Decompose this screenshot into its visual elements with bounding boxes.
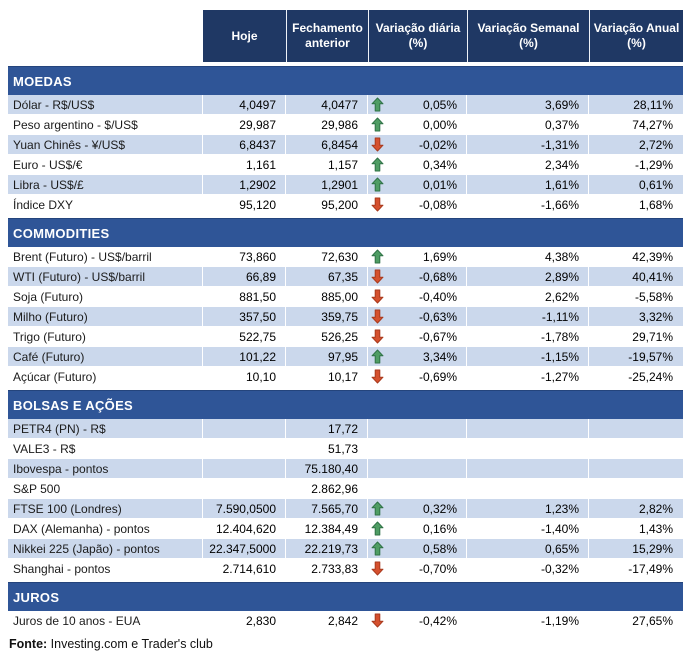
table-row <box>8 459 683 479</box>
section-header: JUROS <box>8 582 683 611</box>
cell-variacao-anual <box>589 439 683 458</box>
cell-variacao-anual: -17,49% <box>628 561 673 576</box>
cell-variacao-anual: -1,29% <box>634 157 673 172</box>
table-row <box>8 479 683 499</box>
column-header-hoje: Hoje <box>231 28 258 43</box>
cell-variacao-diaria <box>368 267 467 286</box>
source-label: Fonte: <box>9 637 48 651</box>
row-label: Dólar - R$/US$ <box>8 95 203 114</box>
cell-variacao-anual: 2,72% <box>589 135 683 154</box>
arrow-down-icon <box>371 561 384 576</box>
cell-hoje: 73,860 <box>239 249 276 264</box>
cell-variacao-anual: 15,29% <box>589 539 683 558</box>
arrow-up-icon <box>371 501 384 516</box>
cell-hoje: 66,89 <box>203 267 286 286</box>
arrow-down-icon <box>371 197 384 212</box>
column-header-anual: Variação Anual (%) <box>589 10 683 62</box>
cell-fechamento: 17,72 <box>286 419 368 438</box>
cell-fechamento: 75.180,40 <box>286 459 368 478</box>
cell-variacao-diaria <box>368 459 467 478</box>
cell-fechamento: 359,75 <box>286 307 368 326</box>
variacao-diaria-value: 0,05% <box>422 97 457 112</box>
cell-fechamento: 1,2901 <box>286 175 368 194</box>
cell-fechamento: 72,630 <box>321 249 358 264</box>
variacao-diaria-value: 0,34% <box>422 157 457 172</box>
table-row <box>8 327 683 347</box>
variacao-diaria-value: -0,08% <box>418 197 457 212</box>
cell-variacao-semanal: -1,66% <box>540 197 579 212</box>
cell-variacao-diaria <box>368 287 467 306</box>
cell-variacao-anual: 1,43% <box>638 521 673 536</box>
arrow-up-icon <box>371 249 384 264</box>
cell-variacao-diaria <box>368 247 467 266</box>
cell-hoje <box>203 439 286 458</box>
table-row <box>8 287 683 307</box>
table-row <box>8 559 683 579</box>
table-sections <box>8 66 683 631</box>
cell-fechamento: 4,0477 <box>286 95 368 114</box>
row-label: Índice DXY <box>13 197 74 212</box>
cell-hoje: 1,2902 <box>203 175 286 194</box>
row-label: Brent (Futuro) - US$/barril <box>13 249 152 264</box>
cell-fechamento: 526,25 <box>321 329 358 344</box>
arrow-down-icon <box>371 269 384 284</box>
cell-hoje <box>203 479 286 498</box>
cell-hoje: 29,987 <box>239 117 276 132</box>
section-bolsas-e-a-es <box>8 390 683 579</box>
cell-variacao-diaria <box>368 195 467 214</box>
cell-fechamento: 6,8454 <box>286 135 368 154</box>
cell-fechamento: 10,17 <box>327 369 358 384</box>
table-row <box>8 439 683 459</box>
cell-variacao-semanal <box>467 419 589 438</box>
row-label: Ibovespa - pontos <box>8 459 203 478</box>
variacao-diaria-value: 0,00% <box>422 117 457 132</box>
cell-fechamento: 22.219,73 <box>286 539 368 558</box>
row-label: Açúcar (Futuro) <box>13 369 97 384</box>
arrow-down-icon <box>371 613 384 628</box>
cell-hoje: 101,22 <box>203 347 286 366</box>
cell-variacao-anual: 40,41% <box>589 267 683 286</box>
cell-variacao-semanal: -1,15% <box>467 347 589 366</box>
cell-variacao-anual: 1,68% <box>638 197 673 212</box>
cell-hoje: 2,830 <box>245 613 276 628</box>
table-row <box>8 519 683 539</box>
arrow-down-icon <box>371 289 384 304</box>
cell-variacao-diaria <box>368 499 467 518</box>
section-juros <box>8 582 683 631</box>
table-row <box>8 95 683 115</box>
cell-variacao-anual: 28,11% <box>589 95 683 114</box>
variacao-diaria-value: 0,58% <box>422 541 457 556</box>
row-label: DAX (Alemanha) - pontos <box>13 521 150 536</box>
variacao-diaria-value: -0,70% <box>418 561 457 576</box>
variacao-diaria-value: -0,40% <box>418 289 457 304</box>
cell-hoje: 6,8437 <box>203 135 286 154</box>
cell-variacao-diaria <box>368 479 467 498</box>
row-label: S&P 500 <box>13 481 61 496</box>
cell-variacao-semanal <box>467 439 589 458</box>
arrow-down-icon <box>371 137 384 152</box>
variacao-diaria-value: 0,16% <box>422 521 457 536</box>
table-row <box>8 611 683 631</box>
row-label: Soja (Futuro) <box>13 289 84 304</box>
table-row <box>8 307 683 327</box>
cell-variacao-diaria <box>368 347 467 366</box>
row-label: WTI (Futuro) - US$/barril <box>8 267 203 286</box>
cell-variacao-anual <box>589 459 683 478</box>
row-label: Milho (Futuro) <box>8 307 203 326</box>
cell-hoje: 95,120 <box>239 197 276 212</box>
cell-hoje: 1,161 <box>245 157 276 172</box>
table-row <box>8 155 683 175</box>
row-label: PETR4 (PN) - R$ <box>8 419 203 438</box>
cell-variacao-anual <box>589 479 683 498</box>
cell-variacao-anual <box>589 419 683 438</box>
variacao-diaria-value: -0,69% <box>418 369 457 384</box>
table-row <box>8 419 683 439</box>
row-label: Juros de 10 anos - EUA <box>13 613 141 628</box>
variacao-diaria-value: -0,68% <box>418 269 457 284</box>
cell-variacao-diaria <box>368 175 467 194</box>
cell-variacao-semanal: 4,38% <box>544 249 579 264</box>
cell-fechamento: 51,73 <box>327 441 358 456</box>
row-label: Shanghai - pontos <box>13 561 111 576</box>
table-row <box>8 367 683 387</box>
cell-variacao-diaria <box>368 559 467 578</box>
cell-variacao-diaria <box>368 367 467 386</box>
cell-variacao-diaria <box>368 611 467 630</box>
cell-variacao-anual: 74,27% <box>632 117 673 132</box>
arrow-down-icon <box>371 329 384 344</box>
row-label: Nikkei 225 (Japão) - pontos <box>8 539 203 558</box>
cell-fechamento: 1,157 <box>327 157 358 172</box>
cell-variacao-semanal: -1,19% <box>540 613 579 628</box>
source-text: Investing.com e Trader's club <box>47 637 213 651</box>
arrow-up-icon <box>371 541 384 556</box>
table-row <box>8 499 683 519</box>
market-summary-table <box>8 10 683 651</box>
cell-variacao-anual: 27,65% <box>632 613 673 628</box>
cell-variacao-anual: -5,58% <box>634 289 673 304</box>
cell-variacao-semanal: -1,27% <box>540 369 579 384</box>
row-label: VALE3 - R$ <box>13 441 76 456</box>
cell-fechamento: 2.862,96 <box>311 481 358 496</box>
table-row <box>8 347 683 367</box>
cell-variacao-diaria <box>368 539 467 558</box>
cell-fechamento: 7.565,70 <box>286 499 368 518</box>
cell-hoje: 12.404,620 <box>215 521 276 536</box>
arrow-up-icon <box>371 349 384 364</box>
table-row <box>8 267 683 287</box>
arrow-up-icon <box>371 117 384 132</box>
section-moedas <box>8 66 683 215</box>
cell-variacao-diaria <box>368 419 467 438</box>
cell-hoje <box>203 419 286 438</box>
cell-variacao-diaria <box>368 307 467 326</box>
cell-variacao-semanal: 2,89% <box>467 267 589 286</box>
cell-hoje <box>203 459 286 478</box>
table-row <box>8 135 683 155</box>
cell-variacao-anual: 2,82% <box>589 499 683 518</box>
cell-hoje: 357,50 <box>203 307 286 326</box>
column-header-row <box>203 10 683 62</box>
source-note <box>8 637 683 651</box>
section-header: BOLSAS E AÇÕES <box>8 390 683 419</box>
cell-hoje: 10,10 <box>245 369 276 384</box>
cell-fechamento: 12.384,49 <box>304 521 358 536</box>
cell-variacao-semanal: -0,32% <box>540 561 579 576</box>
variacao-diaria-value: -0,67% <box>418 329 457 344</box>
cell-variacao-diaria <box>368 135 467 154</box>
table-row <box>8 115 683 135</box>
variacao-diaria-value: -0,02% <box>418 137 457 152</box>
arrow-down-icon <box>371 369 384 384</box>
cell-hoje: 522,75 <box>239 329 276 344</box>
variacao-diaria-value: 1,69% <box>422 249 457 264</box>
arrow-up-icon <box>371 177 384 192</box>
cell-variacao-semanal: 2,62% <box>544 289 579 304</box>
cell-hoje: 4,0497 <box>203 95 286 114</box>
cell-variacao-semanal: -1,40% <box>540 521 579 536</box>
cell-fechamento: 2,842 <box>327 613 358 628</box>
cell-variacao-semanal: 2,34% <box>544 157 579 172</box>
cell-fechamento: 67,35 <box>286 267 368 286</box>
cell-variacao-anual: 42,39% <box>632 249 673 264</box>
table-row <box>8 247 683 267</box>
variacao-diaria-value: 0,01% <box>422 177 457 192</box>
column-header-semanal: Variação Semanal (%) <box>467 10 589 62</box>
variacao-diaria-value: 0,32% <box>422 501 457 516</box>
cell-variacao-diaria <box>368 439 467 458</box>
arrow-up-icon <box>371 521 384 536</box>
section-header: COMMODITIES <box>8 218 683 247</box>
table-row <box>8 175 683 195</box>
variacao-diaria-value: 3,34% <box>422 349 457 364</box>
cell-fechamento: 95,200 <box>321 197 358 212</box>
cell-variacao-semanal: 1,61% <box>467 175 589 194</box>
arrow-up-icon <box>371 97 384 112</box>
cell-hoje: 7.590,0500 <box>203 499 286 518</box>
column-header-diaria: Variação diária (%) <box>368 10 467 62</box>
row-label: Café (Futuro) <box>8 347 203 366</box>
cell-variacao-semanal: -1,78% <box>540 329 579 344</box>
cell-variacao-semanal: 1,23% <box>467 499 589 518</box>
cell-fechamento: 885,00 <box>321 289 358 304</box>
variacao-diaria-value: -0,42% <box>418 613 457 628</box>
cell-fechamento: 2.733,83 <box>311 561 358 576</box>
cell-variacao-semanal: -1,11% <box>467 307 589 326</box>
row-label: FTSE 100 (Londres) <box>8 499 203 518</box>
table-row <box>8 539 683 559</box>
row-label: Yuan Chinês - ¥/US$ <box>8 135 203 154</box>
cell-variacao-diaria <box>368 115 467 134</box>
row-label: Euro - US$/€ <box>13 157 83 172</box>
cell-fechamento: 29,986 <box>321 117 358 132</box>
row-label: Peso argentino - $/US$ <box>13 117 138 132</box>
cell-variacao-semanal: -1,31% <box>467 135 589 154</box>
arrow-up-icon <box>371 157 384 172</box>
section-commodities <box>8 218 683 387</box>
cell-variacao-anual: 3,32% <box>589 307 683 326</box>
cell-variacao-semanal <box>467 459 589 478</box>
cell-hoje: 881,50 <box>239 289 276 304</box>
cell-variacao-diaria <box>368 327 467 346</box>
cell-hoje: 2.714,610 <box>222 561 276 576</box>
cell-hoje: 22.347,5000 <box>203 539 286 558</box>
table-row <box>8 195 683 215</box>
cell-variacao-anual: -25,24% <box>628 369 673 384</box>
cell-variacao-diaria <box>368 519 467 538</box>
cell-variacao-anual: 0,61% <box>589 175 683 194</box>
cell-variacao-semanal <box>467 479 589 498</box>
arrow-down-icon <box>371 309 384 324</box>
cell-variacao-anual: -19,57% <box>589 347 683 366</box>
cell-variacao-anual: 29,71% <box>632 329 673 344</box>
column-header-fechamento: Fechamento anterior <box>286 10 368 62</box>
cell-variacao-diaria <box>368 155 467 174</box>
section-header: MOEDAS <box>8 66 683 95</box>
cell-variacao-semanal: 0,37% <box>544 117 579 132</box>
cell-fechamento: 97,95 <box>286 347 368 366</box>
variacao-diaria-value: -0,63% <box>418 309 457 324</box>
row-label: Libra - US$/£ <box>8 175 203 194</box>
cell-variacao-semanal: 0,65% <box>467 539 589 558</box>
cell-variacao-diaria <box>368 95 467 114</box>
cell-variacao-semanal: 3,69% <box>467 95 589 114</box>
row-label: Trigo (Futuro) <box>13 329 86 344</box>
